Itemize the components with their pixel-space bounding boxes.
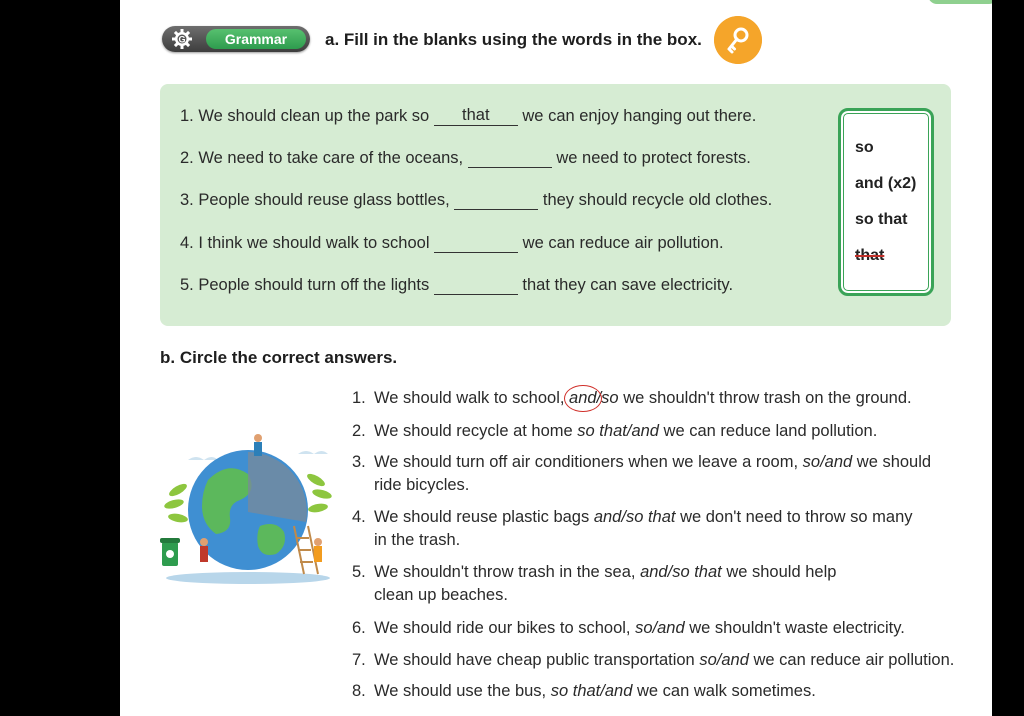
key-icon xyxy=(714,16,762,64)
grammar-badge xyxy=(162,26,310,52)
answer-blank[interactable] xyxy=(434,275,518,295)
exercise-b-item: 6. We should ride our bikes to school, so/and we shouldn't waste electricity. xyxy=(352,619,905,637)
word-box-item: so that xyxy=(855,211,908,228)
answer-blank[interactable] xyxy=(454,190,538,210)
gear-icon xyxy=(171,28,193,50)
exercise-b-item: 1. We should walk to school, and/so we shouldn't throw trash on the ground. xyxy=(352,387,912,410)
answer-option[interactable]: so that xyxy=(550,682,601,700)
earth-illustration xyxy=(148,430,344,590)
exercise-a-title: a. Fill in the blanks using the words in the box. xyxy=(325,30,702,49)
exercise-b-item: 5. We shouldn't throw trash in the sea, and/so that we should help clean up beaches. xyxy=(352,563,837,604)
word-box-item: and (x2) xyxy=(855,175,917,192)
exercise-b-item: 4. We should reuse plastic bags and/so that we don't need to throw so many in the trash. xyxy=(352,508,913,549)
answer-option[interactable]: so that xyxy=(672,563,722,581)
exercise-a-item: 2. We need to take care of the oceans, we need to protect forests. xyxy=(180,149,751,167)
answer-blank[interactable] xyxy=(434,233,518,253)
exercise-a-item: 3. People should reuse glass bottles, they should recycle old clothes. xyxy=(180,191,773,209)
decorative-tab xyxy=(928,0,992,4)
answer-option[interactable]: and xyxy=(631,422,659,440)
exercise-a-item: 5. People should turn off the lights that they can save electricity. xyxy=(180,276,734,294)
answer-option[interactable]: and xyxy=(657,619,685,637)
exercise-a-item: 1. We should clean up the park so that we can enjoy hanging out there. xyxy=(180,106,757,125)
exercise-b-item: 3. We should turn off air conditioners when we leave a room, so/and we should ride bicycles. xyxy=(352,453,932,494)
answer-option[interactable]: so xyxy=(802,453,821,471)
exercise-a-item: 4. I think we should walk to school we can reduce air pollution. xyxy=(180,234,724,252)
answer-option[interactable]: so xyxy=(601,389,619,407)
word-box xyxy=(838,108,934,296)
answer-option[interactable]: and xyxy=(593,508,622,526)
answer-option[interactable]: so xyxy=(699,651,717,669)
exercise-b-item: 2. We should recycle at home so that/and we can reduce land pollution. xyxy=(352,422,878,440)
answer-option[interactable]: so xyxy=(635,619,653,637)
answer-option[interactable]: and xyxy=(604,682,633,700)
answer-blank[interactable] xyxy=(468,148,552,168)
answer-option[interactable]: and xyxy=(640,563,668,581)
exercise-b-item: 8. We should use the bus, so that/and we can walk sometimes. xyxy=(352,682,816,700)
svg-text:G: G xyxy=(178,34,186,45)
answer-blank[interactable]: that xyxy=(434,106,518,126)
grammar-label: Grammar xyxy=(206,29,306,49)
exercise-b-title: b. Circle the correct answers. xyxy=(160,348,398,367)
answer-option[interactable]: and xyxy=(824,453,853,471)
exercise-b-item: 7. We should have cheap public transportation so/and we can reduce air pollution. xyxy=(352,651,955,669)
workbook-page xyxy=(120,0,992,716)
exercise-a-box xyxy=(160,84,951,326)
circled-answer[interactable]: and xyxy=(569,387,597,410)
answer-option[interactable]: so that xyxy=(577,422,627,440)
answer-option[interactable]: and xyxy=(721,651,749,669)
word-box-item: so xyxy=(855,139,874,156)
answer-option[interactable]: so that xyxy=(625,508,676,526)
word-box-item-crossed: that xyxy=(855,247,885,264)
